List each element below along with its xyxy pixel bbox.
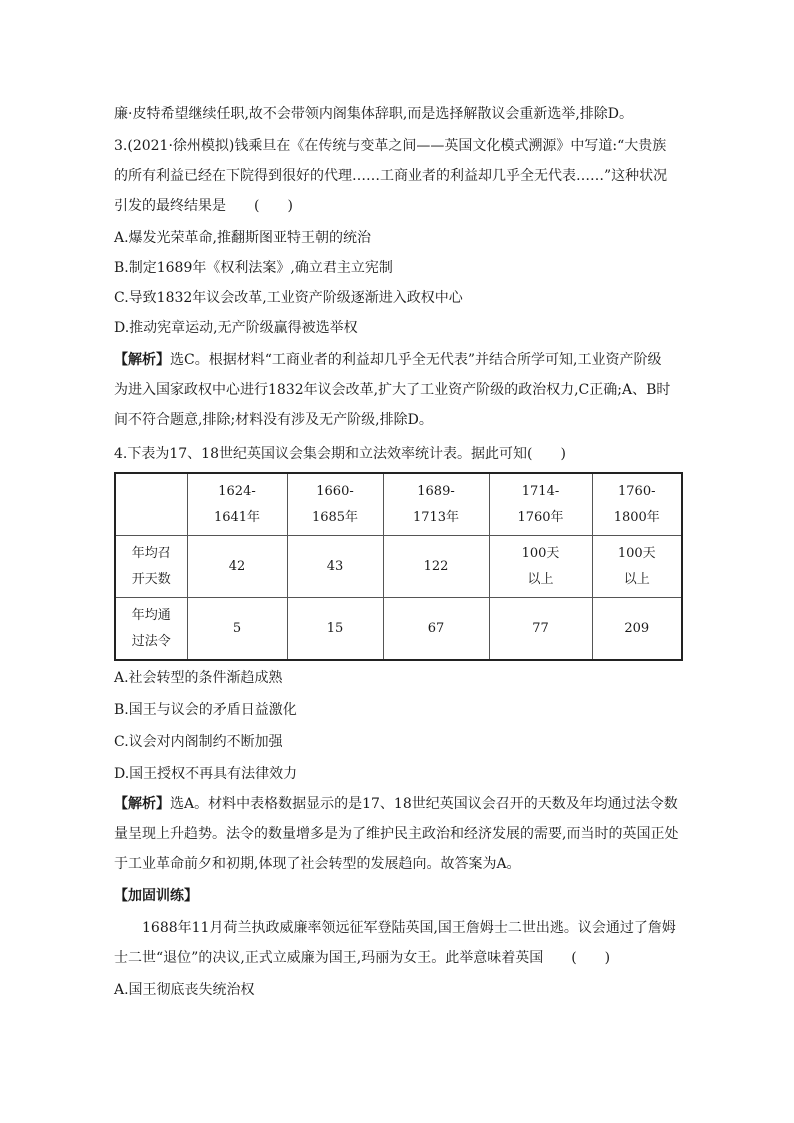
table-cell: 5: [187, 598, 287, 661]
table-row-header: 年均召 开天数: [115, 536, 187, 598]
table-row-header: 年均通 过法令: [115, 598, 187, 661]
question-3-stem-end: 引发的最终结果是 ( ): [114, 198, 293, 214]
table-row: [115, 536, 682, 598]
question-4-analysis-end: 于工业革命前夕和初期,体现了社会转型的发展趋向。故答案为A。: [114, 856, 521, 872]
reinforce-option-a: A.国王彻底丧失统治权: [114, 982, 255, 998]
question-3-stem-cont: 的所有利益已经在下院得到很好的代理……工商业者的利益却几乎全无代表……”这种状况: [114, 168, 668, 184]
table-header-cell: 1760- 1800年: [592, 473, 682, 536]
table-header-cell: 1714- 1760年: [489, 473, 592, 536]
question-4-option-b: B.国王与议会的矛盾日益激化: [114, 702, 297, 718]
reinforce-question-stem: 1688年11月荷兰执政威廉率领远征军登陆英国,国王詹姆士二世出逃。议会通过了詹姆: [142, 920, 676, 936]
table-row: [115, 598, 682, 661]
question-4-option-c: C.议会对内阁制约不断加强: [114, 734, 283, 750]
question-3-analysis-cont: 为进入国家政权中心进行1832年议会改革,扩大了工业资产阶级的政治权力,C正确;A、B时: [114, 382, 671, 398]
table-header-cell: 1660- 1685年: [287, 473, 383, 536]
question-3-option-c: C.导致1832年议会改革,工业资产阶级逐渐进入政权中心: [114, 290, 463, 306]
question-3-option-a: A.爆发光荣革命,推翻斯图亚特王朝的统治: [114, 230, 372, 246]
text-line: 廉·皮特希望继续任职,故不会带领内阁集体辞职,而是选择解散议会重新选举,排除D。: [114, 106, 634, 122]
analysis-label: 【解析】: [114, 352, 170, 368]
table-cell: 42: [187, 536, 287, 598]
question-4-analysis: [114, 794, 678, 814]
reinforce-question-stem-cont: 士二世“退位”的决议,正式立威廉为国王,玛丽为女王。此举意味着英国 ( ): [114, 950, 611, 966]
table-header-cell: 1624- 1641年: [187, 473, 287, 536]
question-3-stem: 3.(2021·徐州模拟)钱乘旦在《在传统与变革之间——英国文化模式溯源》中写道:“大贵族: [114, 138, 667, 154]
table-cell: 67: [383, 598, 489, 661]
table-header-cell: 1689- 1713年: [383, 473, 489, 536]
question-4-option-a: A.社会转型的条件渐趋成熟: [114, 670, 283, 686]
table-cell: 100天 以上: [489, 536, 592, 598]
table-cell: 77: [489, 598, 592, 661]
table-cell: 209: [592, 598, 682, 661]
question-3-analysis-end: 间不符合题意,排除;材料没有涉及无产阶级,排除D。: [114, 412, 433, 428]
question-3-option-b: B.制定1689年《权利法案》,确立君主立宪制: [114, 260, 393, 276]
reinforce-training-label: 【加固训练】: [114, 888, 198, 904]
parliament-stats-table: [114, 472, 683, 661]
analysis-text: 选A。材料中表格数据显示的是17、18世纪英国议会召开的天数及年均通过法令数: [170, 796, 678, 812]
table-cell: 100天 以上: [592, 536, 682, 598]
analysis-text: 选C。根据材料“工商业者的利益却几乎全无代表”并结合所学可知,工业资产阶级: [170, 352, 662, 368]
table-cell: 15: [287, 598, 383, 661]
table-cell: 43: [287, 536, 383, 598]
question-3-analysis: [114, 350, 661, 370]
question-3-option-d: D.推动宪章运动,无产阶级赢得被选举权: [114, 320, 358, 336]
table-header-row: [115, 473, 682, 536]
question-4-analysis-cont: 量呈现上升趋势。法令的数量增多是为了维护民主政治和经济发展的需要,而当时的英国正处: [114, 826, 679, 842]
analysis-label: 【解析】: [114, 796, 170, 812]
question-4-stem: 4.下表为17、18世纪英国议会集会期和立法效率统计表。据此可知( ): [114, 446, 566, 462]
question-4-option-d: D.国王授权不再具有法律效力: [114, 766, 298, 782]
table-header-cell: [115, 473, 187, 536]
table-cell: 122: [383, 536, 489, 598]
